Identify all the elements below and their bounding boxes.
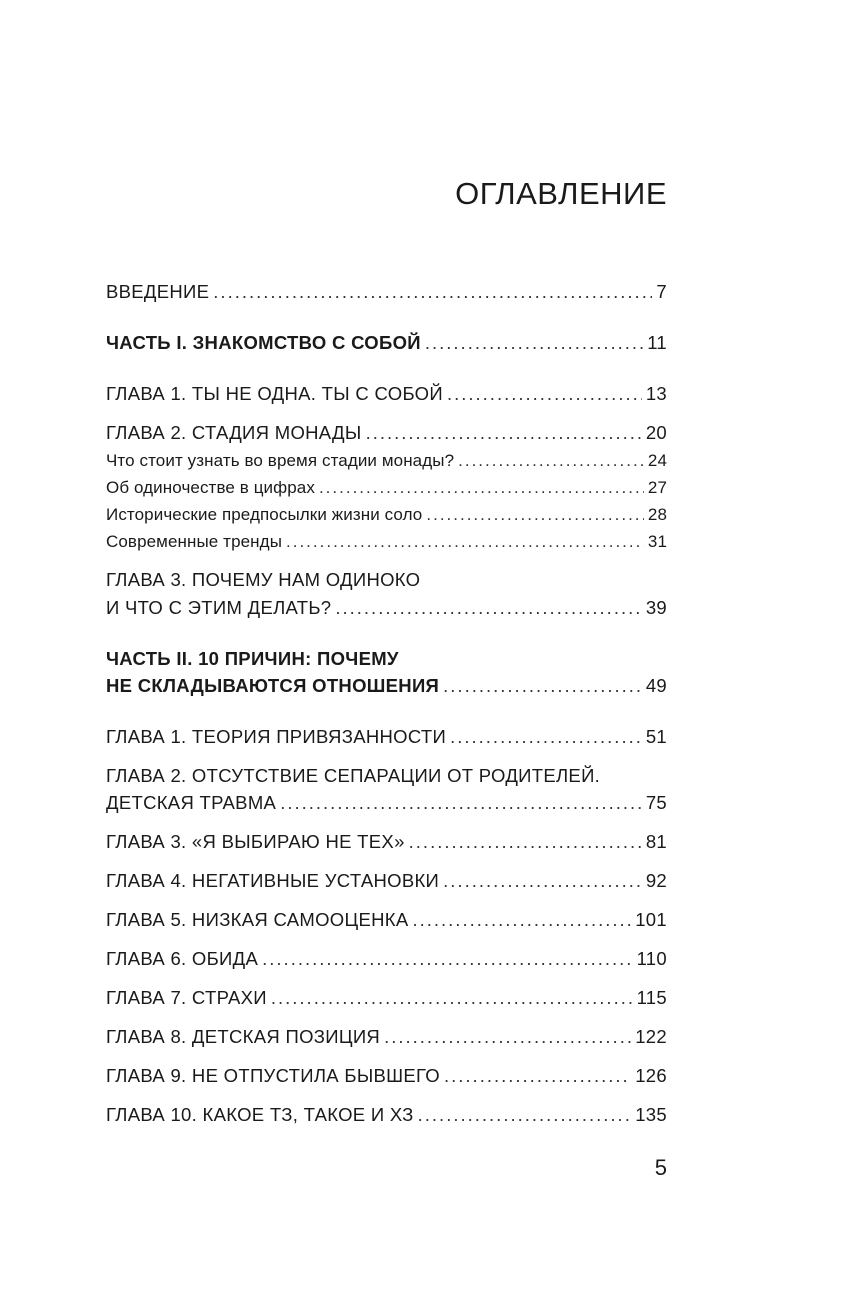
toc-entry-page: 122 — [635, 1026, 667, 1047]
toc-entry-page: 101 — [635, 909, 667, 930]
toc-entry-label: ГЛАВА 8. ДЕТСКАЯ ПОЗИЦИЯ — [106, 1026, 381, 1047]
toc-entry-part2-chapter-1[interactable] — [106, 726, 667, 748]
dot-leader — [280, 792, 642, 814]
toc-entry-label: Современные тренды — [106, 532, 283, 551]
toc-entry-introduction[interactable] — [106, 281, 667, 303]
toc-entry-label: Об одиночестве в цифрах — [106, 478, 315, 497]
toc-entry-page: 27 — [647, 478, 667, 497]
toc-entry-part2-chapter-5[interactable] — [106, 909, 667, 931]
toc-entry-part2-chapter-2[interactable] — [106, 792, 667, 814]
dot-leader — [458, 451, 644, 471]
dot-leader — [443, 675, 642, 697]
toc-subentry-historical-background[interactable] — [106, 505, 667, 525]
toc-entry-part-1[interactable] — [106, 332, 667, 354]
toc-entry-page: 7 — [656, 281, 667, 302]
dot-leader — [366, 422, 642, 444]
toc-entry-part2-chapter-7[interactable] — [106, 987, 667, 1009]
dot-leader — [444, 1065, 631, 1087]
toc-entry-part2-chapter-9[interactable] — [106, 1065, 667, 1087]
toc-entry-label: ДЕТСКАЯ ТРАВМА — [106, 792, 277, 813]
toc-entry-part1-chapter-1[interactable] — [106, 383, 667, 405]
toc-entry-part-2[interactable] — [106, 675, 667, 697]
toc-entry-page: 135 — [635, 1104, 667, 1125]
toc-subentry-monad-stage[interactable] — [106, 451, 667, 471]
toc-entry-label: НЕ СКЛАДЫВАЮТСЯ ОТНОШЕНИЯ — [106, 675, 440, 696]
toc-entry-part-2-line1[interactable]: ЧАСТЬ II. 10 ПРИЧИН: ПОЧЕМУ — [106, 648, 399, 669]
toc-entry-page: 11 — [647, 332, 667, 353]
toc-entry-label: ГЛАВА 5. НИЗКАЯ САМООЦЕНКА — [106, 909, 409, 930]
toc-entry-part2-chapter-3[interactable] — [106, 831, 667, 853]
toc-entry-page: 126 — [635, 1065, 667, 1086]
toc-entry-part1-chapter-3[interactable] — [106, 597, 667, 619]
page-title: ОГЛАВЛЕНИЕ — [455, 176, 667, 211]
toc-entry-part1-chapter-2[interactable] — [106, 422, 667, 444]
toc-entry-part2-chapter-6[interactable] — [106, 948, 667, 970]
toc-entry-page: 24 — [647, 451, 667, 470]
toc-entry-page: 28 — [647, 505, 667, 524]
page-number: 5 — [654, 1155, 667, 1180]
dot-leader — [335, 597, 641, 619]
toc-entry-part2-chapter-4[interactable] — [106, 870, 667, 892]
dot-leader — [443, 870, 642, 892]
toc-entry-part2-chapter-8[interactable] — [106, 1026, 667, 1048]
dot-leader — [447, 383, 642, 405]
toc-entry-label: ГЛАВА 1. ТЫ НЕ ОДНА. ТЫ С СОБОЙ — [106, 383, 443, 404]
toc-entry-label: ГЛАВА 7. СТРАХИ — [106, 987, 267, 1008]
toc-entry-page: 81 — [645, 831, 667, 852]
toc-entry-page: 110 — [636, 948, 667, 969]
dot-leader — [450, 726, 642, 748]
dot-leader — [412, 909, 631, 931]
toc-subentry-loneliness-numbers[interactable] — [106, 478, 667, 498]
toc-entry-label: Что стоит узнать во время стадии монады? — [106, 451, 455, 470]
toc-entry-label: ГЛАВА 10. КАКОЕ ТЗ, ТАКОЕ И ХЗ — [106, 1104, 414, 1125]
toc-entry-label: ГЛАВА 4. НЕГАТИВНЫЕ УСТАНОВКИ — [106, 870, 440, 891]
toc-entry-part2-chapter-2-line1[interactable]: ГЛАВА 2. ОТСУТСТВИЕ СЕПАРАЦИИ ОТ РОДИТЕЛЕЙ. — [106, 765, 601, 786]
toc-entry-page: 31 — [647, 532, 667, 551]
toc-entry-page: 39 — [645, 597, 667, 618]
toc-entry-page: 75 — [645, 792, 667, 813]
toc-entry-label: ВВЕДЕНИЕ — [106, 281, 210, 302]
toc-entry-part1-chapter-3-line1[interactable]: ГЛАВА 3. ПОЧЕМУ НАМ ОДИНОКО — [106, 569, 421, 590]
dot-leader — [271, 987, 633, 1009]
toc-entry-label: Исторические предпосылки жизни соло — [106, 505, 423, 524]
toc-entry-label: ГЛАВА 6. ОБИДА — [106, 948, 259, 969]
dot-leader — [213, 281, 652, 303]
toc-entry-page: 115 — [636, 987, 667, 1008]
toc-entry-page: 13 — [645, 383, 667, 404]
toc-entry-page: 20 — [645, 422, 667, 443]
toc-entry-page: 92 — [645, 870, 667, 891]
toc-entry-label: И ЧТО С ЭТИМ ДЕЛАТЬ? — [106, 597, 332, 618]
dot-leader — [286, 532, 644, 552]
toc-entry-label: ГЛАВА 1. ТЕОРИЯ ПРИВЯЗАННОСТИ — [106, 726, 447, 747]
toc-entry-label: ГЛАВА 2. СТАДИЯ МОНАДЫ — [106, 422, 362, 443]
toc-entry-label: ГЛАВА 3. «Я ВЫБИРАЮ НЕ ТЕХ» — [106, 831, 405, 852]
dot-leader — [426, 505, 644, 525]
dot-leader — [425, 332, 643, 354]
toc-entry-label: ЧАСТЬ I. ЗНАКОМСТВО С СОБОЙ — [106, 332, 421, 353]
toc-entry-label: ГЛАВА 9. НЕ ОТПУСТИЛА БЫВШЕГО — [106, 1065, 440, 1086]
toc-subentry-modern-trends[interactable] — [106, 532, 667, 552]
toc-entry-part2-chapter-10[interactable] — [106, 1104, 667, 1126]
dot-leader — [262, 948, 632, 970]
dot-leader — [319, 478, 644, 498]
dot-leader — [418, 1104, 632, 1126]
table-of-contents — [106, 0, 667, 1200]
toc-entry-page: 51 — [645, 726, 667, 747]
dot-leader — [384, 1026, 631, 1048]
toc-entry-page: 49 — [645, 675, 667, 696]
dot-leader — [409, 831, 642, 853]
